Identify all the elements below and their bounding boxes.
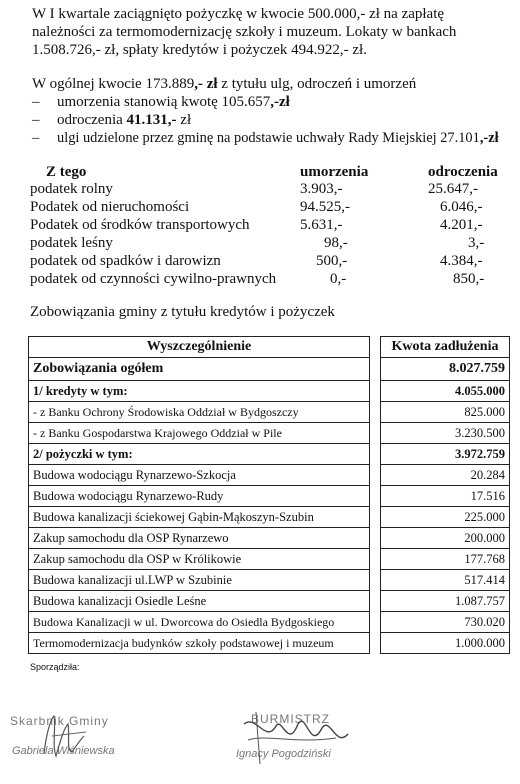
debt-row-amount: 730.020 bbox=[381, 612, 510, 633]
debt-row-label: Termomodernizacja budynków szkoły podstawowej i muzeum bbox=[29, 633, 370, 654]
debt-row bbox=[29, 465, 510, 486]
debt-row bbox=[29, 381, 510, 402]
tax-row-label: podatek rolny bbox=[30, 181, 113, 197]
tax-row-label: podatek od czynności cywilno-prawnych bbox=[30, 271, 277, 287]
debt-row-amount: 517.414 bbox=[381, 570, 510, 591]
debt-row-amount: 225.000 bbox=[381, 507, 510, 528]
debt-row-amount: 1.000.000 bbox=[381, 633, 510, 654]
tax-row-remissions: 3.903,- bbox=[300, 181, 343, 197]
mayor-signature bbox=[236, 704, 356, 774]
treasurer-signature bbox=[36, 706, 106, 764]
tax-row-label: podatek leśny bbox=[30, 235, 113, 251]
debt-row bbox=[29, 570, 510, 591]
tax-row-remissions: 500,- bbox=[316, 253, 348, 269]
relief-summary-text: W ogólnej kwocie 173.889 bbox=[32, 76, 195, 92]
debt-row-label: Budowa kanalizacji Osiedle Leśne bbox=[29, 591, 370, 612]
debt-row-amount: 825.000 bbox=[381, 402, 510, 423]
tax-row-label: Podatek od nieruchomości bbox=[30, 199, 190, 215]
tax-row-deferrals: 4.384,- bbox=[440, 253, 483, 269]
treasurer-name: Gabriela Wiśniewska bbox=[12, 745, 115, 757]
debt-row bbox=[29, 507, 510, 528]
mayor-title: BURMISTRZ bbox=[251, 712, 330, 726]
relief-item-text: odroczenia bbox=[57, 112, 127, 128]
debt-row bbox=[29, 612, 510, 633]
relief-item-text: umorzenia stanowią kwotę 105.657 bbox=[57, 94, 271, 110]
mayor-name: Ignacy Pogodziński bbox=[236, 748, 331, 760]
debt-row-label: Zakup samochodu dla OSP Rynarzewo bbox=[29, 528, 370, 549]
debt-header-amount: Kwota zadłużenia bbox=[381, 337, 510, 358]
tax-row-remissions: 94.525,- bbox=[300, 199, 350, 215]
relief-item-currency: ,-zł bbox=[479, 130, 499, 146]
relief-item-reliefs bbox=[32, 130, 516, 147]
tax-row-remissions: 98,- bbox=[324, 235, 348, 251]
debt-row-label: Budowa wodociągu Rynarzewo-Rudy bbox=[29, 486, 370, 507]
debt-header-label: Wyszczególnienie bbox=[29, 337, 370, 358]
debt-row-amount: 17.516 bbox=[381, 486, 510, 507]
debt-row-label: Zakup samochodu dla OSP w Królikowie bbox=[29, 549, 370, 570]
debt-row-amount: 177.768 bbox=[381, 549, 510, 570]
debt-row bbox=[29, 402, 510, 423]
debt-total-label: Zobowiązania ogółem bbox=[29, 358, 370, 381]
tax-table-header-remissions: umorzenia bbox=[300, 164, 369, 180]
debt-row-label: 2/ pożyczki w tym: bbox=[29, 444, 370, 465]
debt-row-label: Budowa wodociągu Rynarzewo-Szkocja bbox=[29, 465, 370, 486]
dash-marker: – bbox=[32, 130, 40, 146]
debt-row bbox=[29, 633, 510, 654]
relief-item-deferrals bbox=[32, 112, 512, 129]
relief-item-remissions bbox=[32, 94, 512, 111]
debt-row-amount: 4.055.000 bbox=[381, 381, 510, 402]
debt-row-label: Budowa Kanalizacji w ul. Dworcowa do Osiedla Bydgoskiego bbox=[29, 612, 370, 633]
intro-line-3: 1.508.726,- zł, spłaty kredytów i pożyczek 494.922,- zł. bbox=[32, 42, 367, 58]
debt-total-amount: 8.027.759 bbox=[381, 358, 510, 381]
tax-row-label: Podatek od środków transportowych bbox=[30, 217, 250, 233]
relief-summary bbox=[32, 76, 416, 93]
debt-row-amount: 3.230.500 bbox=[381, 423, 510, 444]
debt-row bbox=[29, 591, 510, 612]
debt-row bbox=[29, 486, 510, 507]
intro-line-1: W I kwartale zaciągnięto pożyczkę w kwocie 500.000,- zł na zapłatę bbox=[32, 6, 445, 22]
relief-summary-suffix: z tytułu ulg, odroczeń i umorzeń bbox=[217, 76, 417, 92]
obligations-title: Zobowiązania gminy z tytułu kredytów i pożyczek bbox=[30, 304, 335, 320]
tax-table-header-label: Z tego bbox=[46, 164, 87, 180]
debt-row bbox=[29, 423, 510, 444]
dash-marker: – bbox=[32, 112, 40, 128]
debt-row-amount: 200.000 bbox=[381, 528, 510, 549]
debt-row bbox=[29, 549, 510, 570]
relief-item-amount: 41.131,- bbox=[126, 112, 177, 128]
tax-row-deferrals: 25.647,- bbox=[428, 181, 478, 197]
tax-row-remissions: 5.631,- bbox=[300, 217, 343, 233]
debt-table-header bbox=[29, 337, 510, 358]
relief-item-text: ulgi udzielone przez gminę na podstawie uchwały Rady Miejskiej 27.101 bbox=[57, 130, 480, 146]
debt-row-amount: 1.087.757 bbox=[381, 591, 510, 612]
treasurer-title: Skarbnik Gminy bbox=[10, 714, 109, 728]
tax-row-deferrals: 850,- bbox=[453, 271, 485, 287]
tax-row-deferrals: 4.201,- bbox=[440, 217, 483, 233]
debt-row bbox=[29, 528, 510, 549]
debt-row bbox=[29, 444, 510, 465]
relief-summary-currency: ,- zł bbox=[194, 76, 218, 92]
dash-marker: – bbox=[32, 94, 40, 110]
debt-row-label: Budowa kanalizacji ul.LWP w Szubinie bbox=[29, 570, 370, 591]
relief-item-suffix: zł bbox=[176, 112, 192, 128]
prepared-by-label: Sporządziła: bbox=[30, 662, 80, 672]
tax-table-header-deferrals: odroczenia bbox=[428, 164, 498, 180]
debt-table bbox=[28, 336, 510, 654]
debt-row-label: 1/ kredyty w tym: bbox=[29, 381, 370, 402]
tax-row-deferrals: 6.046,- bbox=[440, 199, 483, 215]
relief-item-currency: ,-zł bbox=[270, 94, 290, 110]
tax-row-label: podatek od spadków i darowizn bbox=[30, 253, 221, 269]
intro-line-2: należności za termomodernizację szkoły i muzeum. Lokaty w bankach bbox=[32, 24, 457, 40]
debt-row-amount: 3.972.759 bbox=[381, 444, 510, 465]
debt-row-amount: 20.284 bbox=[381, 465, 510, 486]
debt-total-row bbox=[29, 358, 510, 381]
tax-row-deferrals: 3,- bbox=[468, 235, 485, 251]
tax-row-remissions: 0,- bbox=[330, 271, 347, 287]
debt-row-label: Budowa kanalizacji ściekowej Gąbin-Mąkoszyn-Szubin bbox=[29, 507, 370, 528]
debt-row-label: - z Banku Gospodarstwa Krajowego Oddział w Pile bbox=[29, 423, 370, 444]
debt-row-label: - z Banku Ochrony Środowiska Oddział w Bydgoszczy bbox=[29, 402, 370, 423]
